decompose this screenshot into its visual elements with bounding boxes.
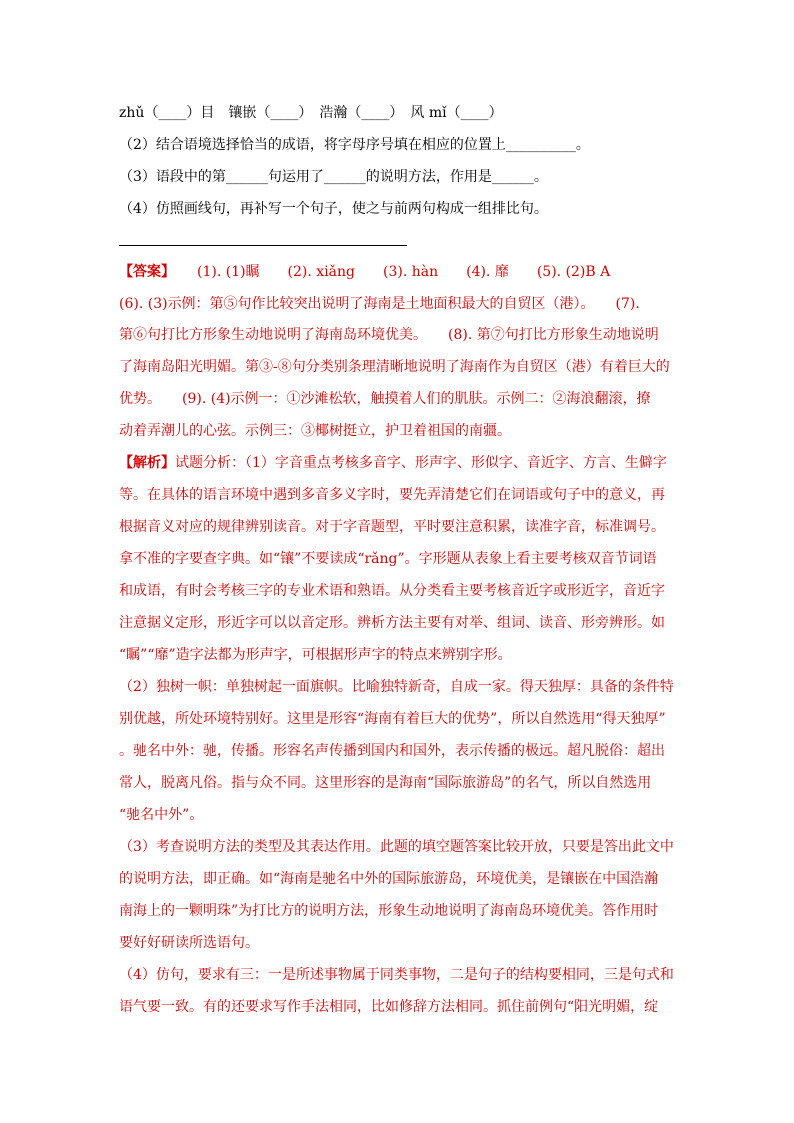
analysis-line: 拿不准的字要查字典。如“镶”不要读成“rǎng”。字形题从表象上看主要考核双音节词语	[119, 551, 657, 567]
answer-line: 第⑥句打比方形象生动地说明了海南岛环境优美。 (8). 第⑦句打比方形象生动地说明	[119, 327, 659, 343]
answer-line	[119, 262, 610, 282]
analysis-line: “瞩”“靡”造字法都为形声字，可根据形声字的特点来辨别字形。	[119, 647, 512, 663]
answer-line: (6). (3)示例：第⑤句作比较突出说明了海南是土地面积最大的自贸区（港）。 (7).	[119, 296, 640, 312]
analysis-line: 根据音义对应的规律辨别读音。对于字音题型，平时要注意积累，读准字音，标准调号。	[119, 519, 665, 535]
analysis-line: 注意据义定形，形近字可以以音定形。辨析方法主要有对举、组词、读音、形旁辨形。如	[119, 615, 665, 631]
answer-line: 了海南岛阳光明媚。第③-⑧句分类别条理清晰地说明了海南作为自贸区（港）有着巨大的	[119, 359, 670, 375]
analysis-line	[119, 453, 667, 473]
analysis-line: 常人，脱离凡俗。指与众不同。这里形容的是海南“国际旅游岛”的名气，所以自然选用	[119, 775, 652, 791]
answer-text: (1). (1)瞩 (2). xiǎng (3). hàn (4). 靡 (5). (2)B A	[197, 264, 611, 280]
analysis-line: 别优越，所处环境特别好。这里是形容“海南有着巨大的优势”，所以自然选用“得天独厚”	[119, 711, 666, 727]
answer-label: 【答案】	[119, 264, 175, 280]
analysis-text: 试题分析：（1）字音重点考核多音字、形声字、形似字、音近字、方言、生僻字	[175, 455, 667, 471]
analysis-line: （4）仿句，要求有三：一是所述事物属于同类事物，二是句子的结构要相同，三是句式和	[119, 967, 674, 983]
answer-line: 动着弄潮儿的心弦。示例三：③椰树挺立，护卫着祖国的南疆。	[119, 423, 511, 439]
analysis-line: 等。在具体的语言环境中遇到多音多义字时，要先弄清楚它们在词语或句子中的意义，再	[119, 487, 665, 503]
analysis-line: 南海上的一颗明珠”为打比方的说明方法，形象生动地说明了海南岛环境优美。答作用时	[119, 903, 659, 919]
answer-line: 优势。 (9). (4)示例一：①沙滩松软，触摸着人们的肌肤。示例二：②海浪翻滚，撩	[119, 391, 651, 407]
analysis-line: 。驰名中外：驰，传播。形容名声传播到国内和国外，表示传播的极远。超凡脱俗：超出	[119, 743, 665, 759]
analysis-line: 和成语，有时会考核三字的专业术语和熟语。从分类看主要考核音近字或形近字，音近字	[119, 583, 665, 599]
analysis-label: 【解析】	[119, 455, 175, 471]
analysis-line: 的说明方法，即正确。如“海南是驰名中外的国际旅游岛，环境优美，是镶嵌在中国浩瀚	[119, 871, 659, 887]
analysis-line: “驰名中外”。	[119, 807, 204, 823]
question-4: （4）仿照画线句，再补写一个句子，使之与前两句构成一组排比句。	[119, 201, 548, 217]
analysis-line: （2）独树一帜：单独树起一面旗帜。比喻独特新奇，自成一家。得天独厚：具备的条件特	[119, 679, 674, 695]
question-3: （3）语段中的第______句运用了______的说明方法，作用是______。	[119, 169, 548, 185]
analysis-line: 语气要一致。有的还要求写作手法相同，比如修辞方法相同。抓住前例句“阳光明媚，绽	[119, 999, 659, 1015]
analysis-line: （3）考查说明方法的类型及其表达作用。此题的填空题答案比较开放，只要是答出此文中	[119, 839, 674, 855]
answer-blank-underline	[119, 245, 407, 246]
question-2: （2）结合语境选择恰当的成语，将字母序号填在相应的位置上__________。	[119, 137, 590, 153]
question-1-pinyin-line: zhǔ（____）目 镶嵌（____） 浩瀚（____） 风 mǐ（____）	[119, 105, 503, 121]
analysis-line: 要好好研读所选语句。	[119, 935, 259, 951]
